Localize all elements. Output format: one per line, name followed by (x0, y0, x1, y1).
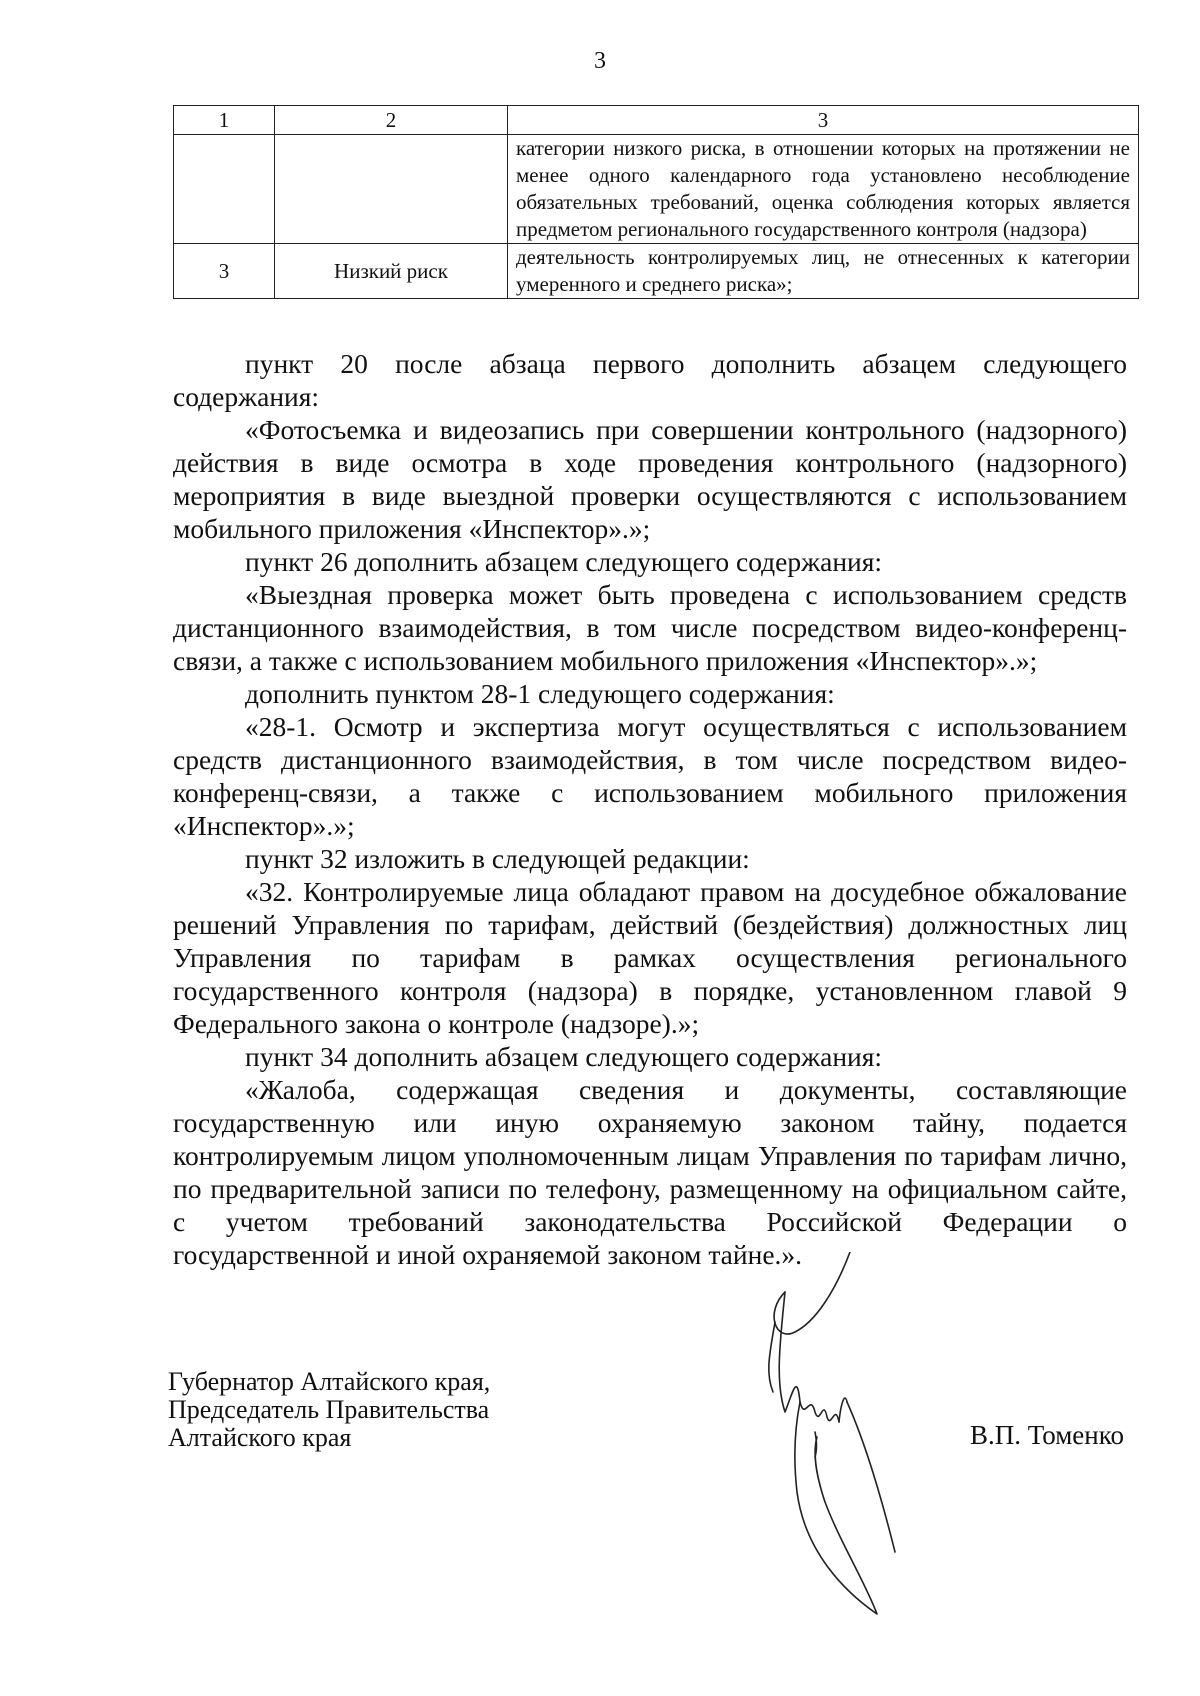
paragraph: пункт 32 изложить в следующей редакции: (245, 843, 750, 874)
table-header-cell: 1 (174, 106, 275, 135)
table-cell-category (275, 135, 508, 244)
table-header-cell: 2 (275, 106, 508, 135)
document-body (173, 347, 1127, 1271)
risk-category-table (173, 105, 1139, 299)
paragraph: «Фотосъемка и видеозапись при совершении контрольного (надзорного) действия в виде осмотра в ходе проведения контрольного (надзорного) мероприятия в виде выездной проверки осуществляются с использованием мобильного приложения «Инспектор».»; (173, 414, 1127, 544)
table-cell-description: категории низкого риска, в отношении которых на протяжении не менее одного календарного года установлено несоблюдение обязательных требований, оценка соблюдения которых является предметом регионального государственного контроля (надзора) (508, 135, 1139, 244)
table-row (174, 244, 1139, 299)
handwritten-signature (755, 1252, 945, 1622)
paragraph: пункт 26 дополнить абзацем следующего содержания: (245, 546, 883, 577)
paragraph: «Выездная проверка может быть проведена с использованием средств дистанционного взаимодействия, в том числе посредством видео-конференц-связи, а также с использованием мобильного приложения «Инспектор».»; (173, 579, 1127, 676)
paragraph: «32. Контролируемые лица обладают правом на досудебное обжалование решений Управления по тарифам, действий (бездействия) должностных лиц Управления по тарифам в рамках осуществления регионального государственного контроля (надзора) в порядке, установленном главой 9 Федерального закона о контроле (надзоре).»; (173, 876, 1127, 1039)
table-cell-category: Низкий риск (275, 244, 508, 299)
signatory-title (168, 1368, 490, 1452)
table-cell-number: 3 (174, 244, 275, 299)
table-cell-description: деятельность контролируемых лиц, не отнесенных к категории умеренного и среднего риска»; (508, 244, 1139, 299)
paragraph: пункт 20 после абзаца первого дополнить абзацем следующего содержания: (173, 348, 1127, 412)
paragraph: пункт 34 дополнить абзацем следующего содержания: (245, 1041, 883, 1072)
signatory-title-line: Председатель Правительства (168, 1395, 490, 1424)
table-row (174, 135, 1139, 244)
paragraph: «28-1. Осмотр и экспертиза могут осуществляться с использованием средств дистанционного взаимодействия, в том числе посредством видео-конференц-связи, а также с использованием мобильного приложения «Инспектор».»; (173, 711, 1127, 841)
signatory-title-line: Губернатор Алтайского края, (168, 1367, 491, 1396)
table-header-row (174, 106, 1139, 135)
paragraph: дополнить пунктом 28-1 следующего содержания: (245, 678, 835, 709)
page-number: 3 (594, 48, 606, 74)
table-header-cell: 3 (508, 106, 1139, 135)
paragraph: «Жалоба, содержащая сведения и документы, составляющие государственную или иную охраняемую законом тайну, подается контролируемым лицом уполномоченным лицам Управления по тарифам лично, по предварительной записи по телефону, размещенному на официальном сайте, с учетом требований законодательства Российской Федерации о государственной и иной охраняемой законом тайне.». (173, 1074, 1127, 1270)
signatory-title-line: Алтайского края (168, 1423, 352, 1452)
table-cell-number (174, 135, 275, 244)
signatory-name: В.П. Томенко (970, 1420, 1124, 1450)
